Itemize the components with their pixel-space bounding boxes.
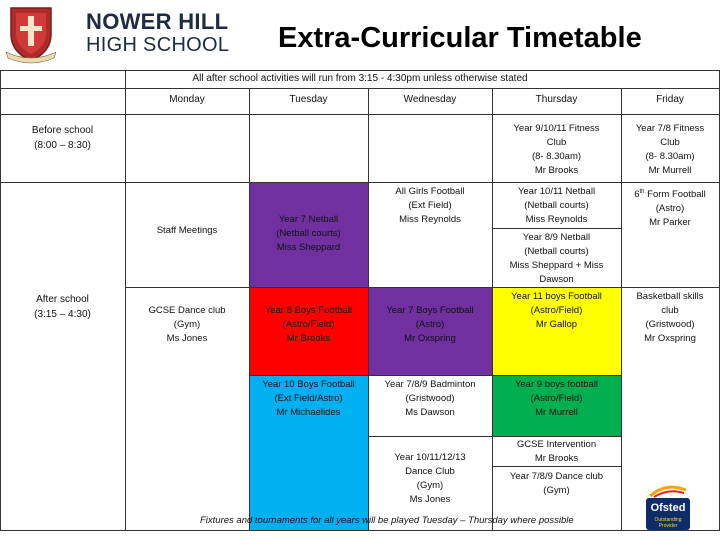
row-label-before-school: Before school (8:00 – 8:30) — [31, 125, 94, 151]
activity-thu-netball-89: Year 8/9 Netball (Netball courts) Miss Sheppard + Miss Dawson — [509, 232, 604, 285]
activity-fri-before: Year 7/8 Fitness Club (8- 8.30am) Mr Murrell — [635, 123, 705, 176]
ofsted-swoosh-icon — [648, 484, 688, 498]
fixtures-note: Fixtures and tournaments for all years will be played Tuesday – Thursday where possible — [200, 515, 574, 526]
activity-wed-y7-boys-football: Year 7 Boys Football (Astro) Mr Oxspring — [386, 305, 474, 344]
activity-thu-gcse-intervention: GCSE Intervention Mr Brooks — [516, 439, 597, 464]
activity-mon-staff-meetings: Staff Meetings — [156, 225, 218, 236]
activity-mon-gcse-dance: GCSE Dance club (Gym) Ms Jones — [148, 305, 226, 344]
ofsted-name: Ofsted — [650, 502, 686, 514]
school-crest-logo — [6, 4, 56, 64]
activity-tue-netball: Year 7 Netball (Netball courts) Miss Sheppard — [276, 214, 341, 253]
activity-tue-y8-boys-football: Year 8 Boys Football (Astro/Field) Mr Brooks — [264, 305, 353, 344]
page-title: Extra-Curricular Timetable — [278, 22, 642, 54]
activity-wed-dance-club: Year 10/11/12/13 Dance Club (Gym) Ms Jones — [394, 452, 466, 505]
activity-fri-basketball: Basketball skills club (Gristwood) Mr Oxspring — [636, 291, 704, 344]
ofsted-badge — [646, 498, 690, 530]
header-wednesday: Wednesday — [403, 94, 457, 105]
timing-note: All after school activities will run from 3:15 - 4:30pm unless otherwise stated — [192, 73, 528, 84]
ofsted-caption: Outstanding Provider — [654, 517, 682, 529]
activity-thu-y9-boys-football: Year 9 boys football (Astro/Field) Mr Murrell — [514, 379, 599, 418]
header-tuesday: Tuesday — [289, 94, 328, 105]
activity-thu-netball-1011: Year 10/11 Netball (Netball courts) Miss Reynolds — [517, 186, 596, 225]
activity-wed-badminton: Year 7/8/9 Badminton (Gristwood) Ms Dawson — [384, 379, 476, 418]
activity-tue-y10-boys-football: Year 10 Boys Football (Ext Field/Astro) Mr Michaelides — [262, 379, 355, 418]
header-friday: Friday — [656, 94, 684, 105]
row-label-after-school: After school (3:15 – 4:30) — [34, 294, 91, 320]
activity-wed-girls-football: All Girls Football (Ext Field) Miss Reynolds — [395, 186, 465, 225]
activity-thu-dance-club: Year 7/8/9 Dance club (Gym) — [509, 471, 604, 496]
header-monday: Monday — [169, 94, 205, 105]
activity-thu-y11-boys-football: Year 11 boys Football (Astro/Field) Mr Gallop — [511, 291, 602, 330]
school-name-line2: HIGH SCHOOL — [86, 34, 230, 56]
activity-thu-before: Year 9/10/11 Fitness Club (8- 8.30am) Mr Brooks — [513, 123, 600, 176]
activity-fri-6th-form-football: 6th Form Football (Astro) Mr Parker — [634, 189, 706, 229]
header-thursday: Thursday — [535, 94, 578, 105]
school-name-line1: NOWER HILL — [86, 9, 229, 34]
